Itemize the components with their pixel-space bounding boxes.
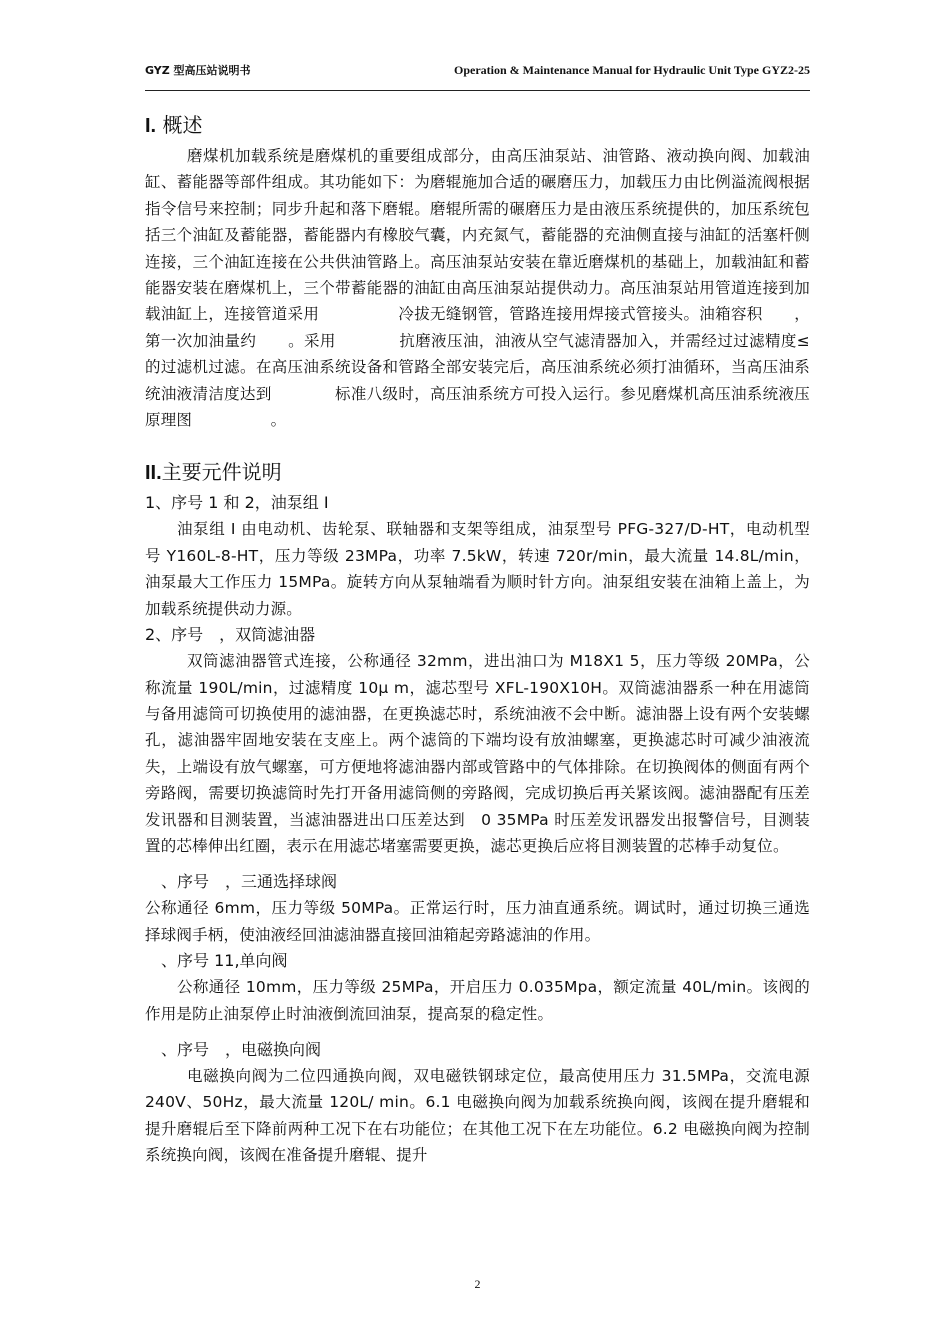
item4-paragraph: 公称通径 10mm，压力等级 25MPa，开启压力 0.035Mpa，额定流量 40L/min。该阀的作用是防止油泵停止时油液倒流回油泵，提高泵的稳定性。 (145, 978, 810, 1023)
item5-paragraph: 电磁换向阀为二位四通换向阀，双电磁铁钢球定位，最高使用压力 31.5MPa，交流电源 240V、50Hz，最大流量 120L/ min。6.1 电磁换向阀为加载系统换向阀，该阀在提升磨辊和提升磨辊后至下降前两种工况下在右功能位；在其他工况下在左功能位。6.2 电磁换向阀为控制系统换向阀，该阀在准备提升磨辊、提升 (145, 1066, 810, 1165)
header-right-title: Operation & Maintenance Manual for Hydraulic Unit Type GYZ2-25 (454, 63, 810, 77)
header-left-title: GYZ 型高压站说明书 (145, 64, 251, 77)
item2-paragraph: 双筒滤油器管式连接，公称通径 32mm，进出油口为 M18X1 5，压力等级 20MPa，公称流量 190L/min，过滤精度 10μ m，滤芯型号 XFL-190X10H。双筒滤油器系一种在用滤筒与备用滤筒可切换使用的滤油器，在更换滤芯时，系统油液不会中断。滤油器上设有两个安装螺孔，滤油器牢固地安装在支座上。两个滤筒的下端均设有放油螺塞，更换滤芯时可减少油液流失，上端设有放气螺塞，可方便地将滤油器内部或管路中的气体排除。在切换阀体的侧面有两个旁路阀，需要切换滤筒时先打开备用滤筒侧的旁路阀，完成切换后再关紧该阀。滤油器配有压差发讯器和目测装置，当滤油器进出口压差达到 0 35MPa 时压差发讯器发出报警信号，目测装置的芯棒伸出红圈，表示在用滤芯堵塞需要更换，滤芯更换后应将目测装置的芯棒手动复位。 (145, 652, 810, 855)
section2-title: 主要元件说明 (161, 460, 282, 485)
item1-heading: 1、序号 1 和 2，油泵组 I (145, 493, 329, 513)
section1-numeral: I. (145, 115, 157, 137)
item3-heading: 、序号 ，三通选择球阀 (145, 872, 338, 892)
page-number: 2 (474, 1277, 481, 1291)
page-header (145, 62, 810, 78)
item5-heading: 、序号 ，电磁换向阀 (145, 1039, 322, 1059)
item2-heading: 2、序号 ，双筒滤油器 (145, 625, 316, 645)
section1-paragraph: 磨煤机加载系统是磨煤机的重要组成部分，由高压油泵站、油管路、液动换向阀、加载油缸、蓄能器等部件组成。其功能如下：为磨辊施加合适的碾磨压力，加载压力由比例溢流阀根据指令信号来控制；同步升起和落下磨辊。磨辊所需的碾磨压力是由液压系统提供的，加压系统包括三个油缸及蓄能器，蓄能器内有橡胶气囊，内充氮气，蓄能器的充油侧直接与油缸的活塞杆侧连接，三个油缸连接在公共供油管路上。高压油泵站安装在靠近磨煤机的基础上，加载油缸和蓄能器安装在磨煤机上，三个带蓄能器的油缸由高压油泵站提供动力。高压油泵站用管道连接到加载油缸上，连接管道采用 冷拔无缝钢管，管路连接用焊接式管接头。油箱容积 ，第一次加油量约 。采用 抗磨液压油，油液从空气滤清器加入，并需经过过滤精度≤ 的过滤机过滤。在高压油系统设备和管路全部安装完后，高压油系统必须打油循环，当高压油系统油液清洁度达到 标准八级时，高压油系统方可投入运行。参见磨煤机高压油系统液压原理图 。 (145, 147, 858, 430)
item4-heading: 、序号 11,单向阀 (145, 951, 288, 971)
section2-numeral: II. (145, 462, 162, 485)
section1-heading (145, 108, 810, 143)
header-rule (145, 90, 810, 91)
item1-paragraph: 油泵组 I 由电动机、齿轮泵、联轴器和支架等组成，油泵型号 PFG-327/D-HT，电动机型号 Y160L-8-HT，压力等级 23MPa，功率 7.5kW，转速 720r/min，最大流量 14.8L/min，油泵最大工作压力 15MPa。旋转方向从泵轴端看为顺时针方向。油泵组安装在油箱上盖上，为加载系统提供动力源。 (145, 520, 810, 618)
section2-heading (145, 455, 810, 490)
section1-title: 概述 (156, 113, 203, 137)
page-content (145, 108, 858, 1169)
item3-paragraph: 公称通径 6mm，压力等级 50MPa。正常运行时，压力油直通系统。调试时，通过切换三通选择球阀手柄，使油液经回油滤油器直接回油箱起旁路滤油的作用。 (145, 899, 810, 944)
